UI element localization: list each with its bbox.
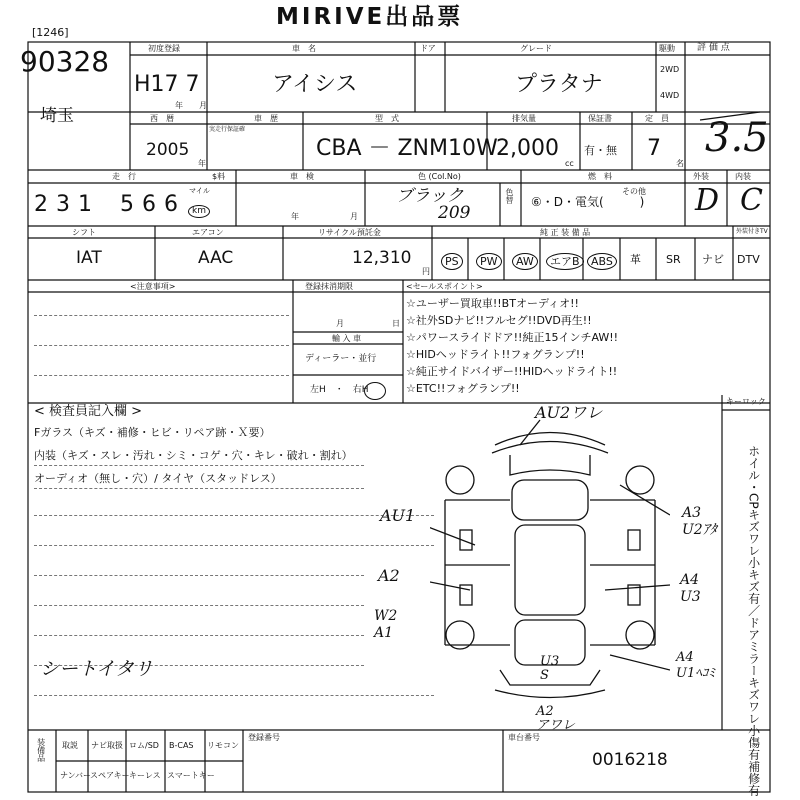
diagram-note-right3: A4 U1ﾍｺﾐ [676,650,715,681]
sales-point: ☆パワースライドドア!!純正15インチAW!! [406,331,619,344]
label-mileage: 走 行 [112,172,136,181]
model-year-mark: 年 [198,159,206,168]
score-value: 3.5 [705,115,769,161]
diagram-note-left1: AU1 [380,506,416,525]
label-interior: 内装 [735,172,751,181]
equip-abs: ABS [587,253,617,270]
label-inspection: 車 検 [290,172,314,181]
equip-airbag: エアB [546,253,584,270]
label-history: 車 歴 [254,114,278,123]
mileage-digit-3: 1 [78,192,92,217]
equip-pw: PW [476,253,502,270]
lot-code: [1246] [32,26,69,39]
recycle-yen: 円 [422,267,430,276]
mileage-unit-mile: マイル [189,187,210,195]
label-model-year: 西 暦 [150,114,174,123]
interior-condition: 内装（キズ・スレ・汚れ・シミ・コゲ・穴・キレ・破れ・割れ） [34,449,353,462]
warranty-value: 有・無 [584,144,617,157]
equip-leather: 革 [630,253,641,266]
handwritten-note: シートイタリ [40,658,154,680]
footer-item: ナンバー [60,771,92,780]
inspector-line [34,635,364,636]
interior-grade: C [740,183,763,218]
equip-navi: ナビ [702,253,724,266]
label-model-name: 車 名 [292,44,316,53]
sales-points-label: <セールスポイント> [406,282,483,291]
audio-tire-condition: オーディオ（無し・穴）/ タイヤ（スタッドレス） [34,472,282,485]
reg-expiry-label: 登録抹消期限 [305,282,353,291]
sales-point: ☆HIDヘッドライト!!フォグランプ!! [406,348,585,361]
first-reg-month-mark: 月 [199,101,207,110]
equip-ps: PS [441,253,463,270]
label-equipment: 純 正 装 備 品 [540,228,591,237]
glass-condition: Fガラス（キズ・補修・ヒビ・リペア跡・Ｘ要） [34,426,271,439]
mileage-digit-1: 2 [34,192,48,217]
diagram-note-bottom: A2 アワレ [536,704,576,734]
label-meter: $料 [212,172,226,181]
label-displacement: 排気量 [512,114,536,123]
chassis-number: 0016218 [592,750,668,770]
aircon-value: AAC [198,248,234,268]
dealer-options: ディーラー・並行 [305,354,377,364]
capacity-value: 7 [647,136,661,161]
drive-4wd: 4WD [660,91,680,100]
color-value: ブラック [396,186,464,206]
label-grade: グレード [520,44,552,53]
equip-dtv: DTV [737,253,760,266]
paint-change-label: 色替 [505,188,514,204]
equip-sunroof: SR [666,253,681,266]
drive-2wd: 2WD [660,65,680,74]
footer-item: キーレス [129,771,161,780]
model-name: アイシス [272,72,358,97]
footer-side-label: 装備品 [36,738,46,762]
inspection-year-mark: 年 [291,212,299,221]
label-history-note: 実走行保証確 [209,126,246,133]
label-warranty: 保証書 [588,114,612,123]
equip-aw: AW [512,253,538,270]
diagram-note-center: U3 S [540,654,560,684]
first-reg-value: H17 7 [134,72,200,97]
sales-point: ☆社外SDナビ!!フルセグ!!DVD再生!! [406,314,592,327]
label-aircon: エアコン [192,228,224,237]
inspector-line [34,695,434,696]
steering-circle-mark [364,382,386,400]
reg-day-mark: 日 [392,319,400,328]
label-fuel: 燃 料 [588,172,612,181]
exterior-grade: D [695,183,720,218]
footer-item: ナビ取扱 [91,741,123,750]
reg-month-mark: 月 [336,319,344,328]
grade-value: プラタナ [515,72,603,97]
sales-point: ☆ユーザー買取車!!BTオーディオ!! [406,297,579,310]
inspector-line [34,605,364,606]
first-reg-year-mark: 年 [175,101,183,110]
caution-line-2 [34,345,289,346]
diagram-note-top: AU2ワレ [535,403,603,422]
model-year: 2005 [146,140,190,160]
inspector-line [34,545,434,546]
region: 埼玉 [40,106,74,126]
color-number: 209 [438,203,471,223]
footer-item: ロム/SD [129,741,159,750]
fuel-other: その他 [622,187,646,196]
mileage-digit-2: 3 [56,192,70,217]
footer-item: B-CAS [169,741,194,750]
label-score: 評 価 点 [697,43,730,53]
footer-item: スマートキー [167,771,215,780]
footer-item: スペアキー [90,771,130,780]
label-exterior: 外装 [693,172,709,181]
displacement-unit: cc [565,159,574,168]
diagram-note-left3: W2 A1 [374,608,398,641]
fuel-options: ⑥・D・電気( ) [531,195,645,209]
label-equipment-note: 外装付きTV [736,228,768,235]
recycle-amount: 12,310 [352,248,412,268]
lot-number: 90328 [20,45,110,78]
label-first-reg: 初度登録 [148,44,180,53]
reg-number-label: 登録番号 [248,733,280,742]
sheet-title: MIRIVE出品票 [276,4,464,30]
inspector-line [34,465,364,466]
inspector-line [34,575,364,576]
displacement-value: 2,000 [496,136,559,161]
inspector-line [34,515,434,516]
caution-line-3 [34,375,289,376]
diagram-note-left2: A2 [378,566,400,585]
label-shift: シフト [72,228,96,237]
footer-item: リモコン [207,741,239,750]
label-capacity: 定 員 [645,114,669,123]
diagram-note-right1: A3 U2ｱﾀ [682,505,717,538]
footer-item: 取説 [62,741,78,750]
label-drive: 駆動 [659,44,675,53]
key-lock-label: キーロック [726,397,766,406]
mileage-digit-6: 6 [164,192,178,217]
model-type: CBA － ZNM10W [316,136,498,161]
capacity-unit: 名 [676,159,684,168]
sales-point: ☆純正サイドバイザー!!HIDヘッドライト!! [406,365,618,378]
chassis-number-label: 車台番号 [508,733,540,742]
diagram-note-right2: A4 U3 [680,572,701,605]
wheel-mirror-condition: ホイル・CPキズワレ小キズ有／ドアミラーキズワレ小傷有補修有 [746,445,761,797]
shift-value: IAT [76,248,102,268]
caution-line-1 [34,315,289,316]
label-doors: ドア [420,44,436,53]
inspection-month-mark: 月 [350,212,358,221]
label-model-type: 型 式 [375,114,399,123]
mileage-digit-4: 5 [120,192,134,217]
mileage-digit-5: 6 [142,192,156,217]
label-recycle: リサイクル預託金 [318,228,381,237]
mileage-unit-km: km [188,205,210,218]
inspector-title: < 検査員記入欄 > [34,404,143,419]
label-color: 色 (Col.No) [418,172,461,181]
sales-point: ☆ETC!!フォグランプ!! [406,382,520,395]
steering-options: 左H ・ 右H [310,385,369,395]
caution-label: <注意事項> [130,282,176,291]
inspector-line [34,488,364,489]
import-label: 輸 入 車 [332,334,362,343]
